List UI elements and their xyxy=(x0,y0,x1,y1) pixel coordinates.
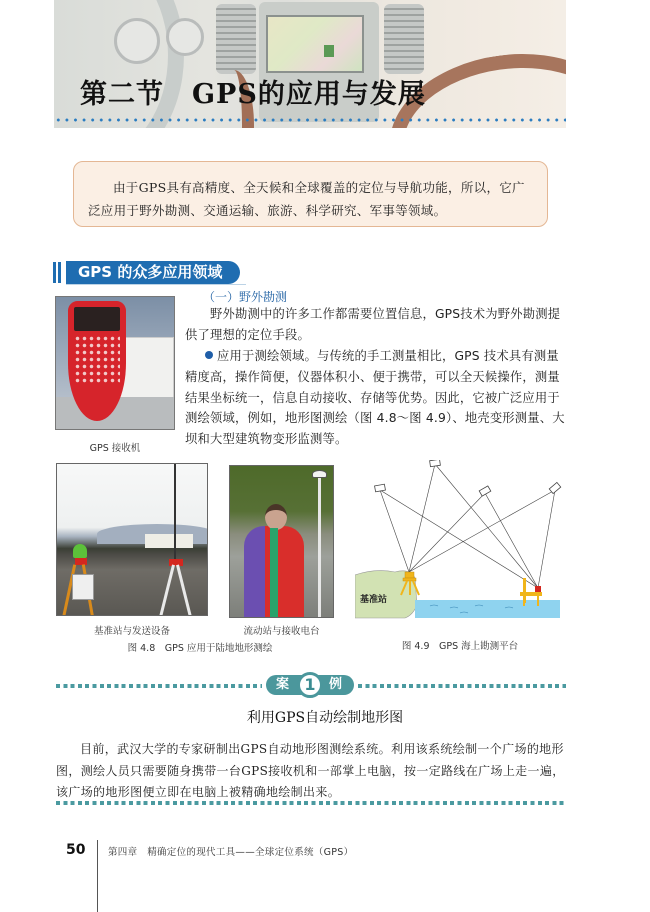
sea-survey-diagram xyxy=(355,460,565,620)
intro-box xyxy=(73,161,548,227)
fig49-caption: 图 4.9 GPS 海上勘测平台 xyxy=(401,641,519,652)
intro-text: 由于GPS具有高精度、全天候和全球覆盖的定位与导航功能，所以，它广泛应用于野外勘测、交通运输、旅游、科学研究、军事等领域。 xyxy=(88,180,525,218)
section-title: 第二节 GPS的应用与发展 xyxy=(80,79,426,110)
air-vent-graphic xyxy=(384,4,424,74)
gps-antenna-graphic xyxy=(312,470,327,478)
gps-antenna-graphic xyxy=(73,544,87,558)
satellite-icon xyxy=(479,486,491,496)
gps-receiver-photo xyxy=(55,296,175,430)
fig48-left-caption: 基准站与发送设备 xyxy=(93,626,170,637)
chapter-banner xyxy=(54,0,566,128)
subheading: （一）野外勘测 xyxy=(203,290,288,304)
gauge-graphic xyxy=(114,18,160,64)
receiver-caption: GPS 接收机 xyxy=(89,443,141,454)
heading-bars-icon xyxy=(53,262,62,283)
case-badge xyxy=(266,672,354,698)
case-body: 目前，武汉大学的专家研制出GPS自动地形图测绘系统。利用该系统绘制一个广场的地形图，测绘人员只需要随身携带一台GPS接收机和一部掌上电脑，按一定路线在广场上走一遍，该广场的地形图便立即在电脑上被精确地绘制出来。 xyxy=(56,742,565,799)
satellite-icon xyxy=(549,482,561,493)
fig48-caption: 图 4.8 GPS 应用于陆地地形测绘 xyxy=(127,643,273,654)
case-divider-left xyxy=(56,684,262,688)
bullet-text: 应用于测绘领域。与传统的手工测量相比，GPS 技术具有测量精度高，操作简便，仪器体积小、便于携带，可以全天候操作，测量结果坐标统一，信息自动接收、存储等优势。因此，它被广泛应用于测绘领域，例如，地形图测绘（图 4.8～图 4.9）、地壳变形测量、大坝和大型建筑物变形监测等。 xyxy=(185,349,565,447)
bullet-icon xyxy=(205,351,213,359)
case-number: 1 xyxy=(297,672,323,698)
case-badge-right: 例 xyxy=(329,677,343,692)
base-station-photo xyxy=(56,463,208,616)
satellite-icon xyxy=(430,460,441,467)
heading-underline xyxy=(66,284,246,285)
fig48-right-caption: 流动站与接收电台 xyxy=(243,626,320,637)
gps-map-screen-graphic xyxy=(266,15,364,73)
handheld-controller-graphic xyxy=(68,301,126,421)
paragraph: 野外勘测中的许多工作都需要位置信息，GPS技术为野外勘测提供了理想的定位手段。 xyxy=(185,307,561,342)
gauge-graphic xyxy=(166,18,204,56)
case-title: 利用GPS自动绘制地形图 xyxy=(246,710,404,726)
dotted-divider xyxy=(54,118,566,122)
case-badge-left: 案 xyxy=(276,677,290,692)
case-divider-bottom xyxy=(56,801,566,805)
footer-rule xyxy=(97,840,98,912)
page-number: 50 xyxy=(66,842,86,858)
satellite-icon xyxy=(375,484,386,492)
base-station-label: 基准站 xyxy=(360,595,388,605)
air-vent-graphic xyxy=(216,4,256,74)
rover-station-photo xyxy=(229,465,334,618)
chapter-footer: 第四章 精确定位的现代工具——全球定位系统（GPS） xyxy=(108,847,354,858)
case-divider-right xyxy=(358,684,566,688)
section-heading: GPS 的众多应用领域 xyxy=(66,261,240,284)
paragraph-bullet xyxy=(185,346,566,450)
